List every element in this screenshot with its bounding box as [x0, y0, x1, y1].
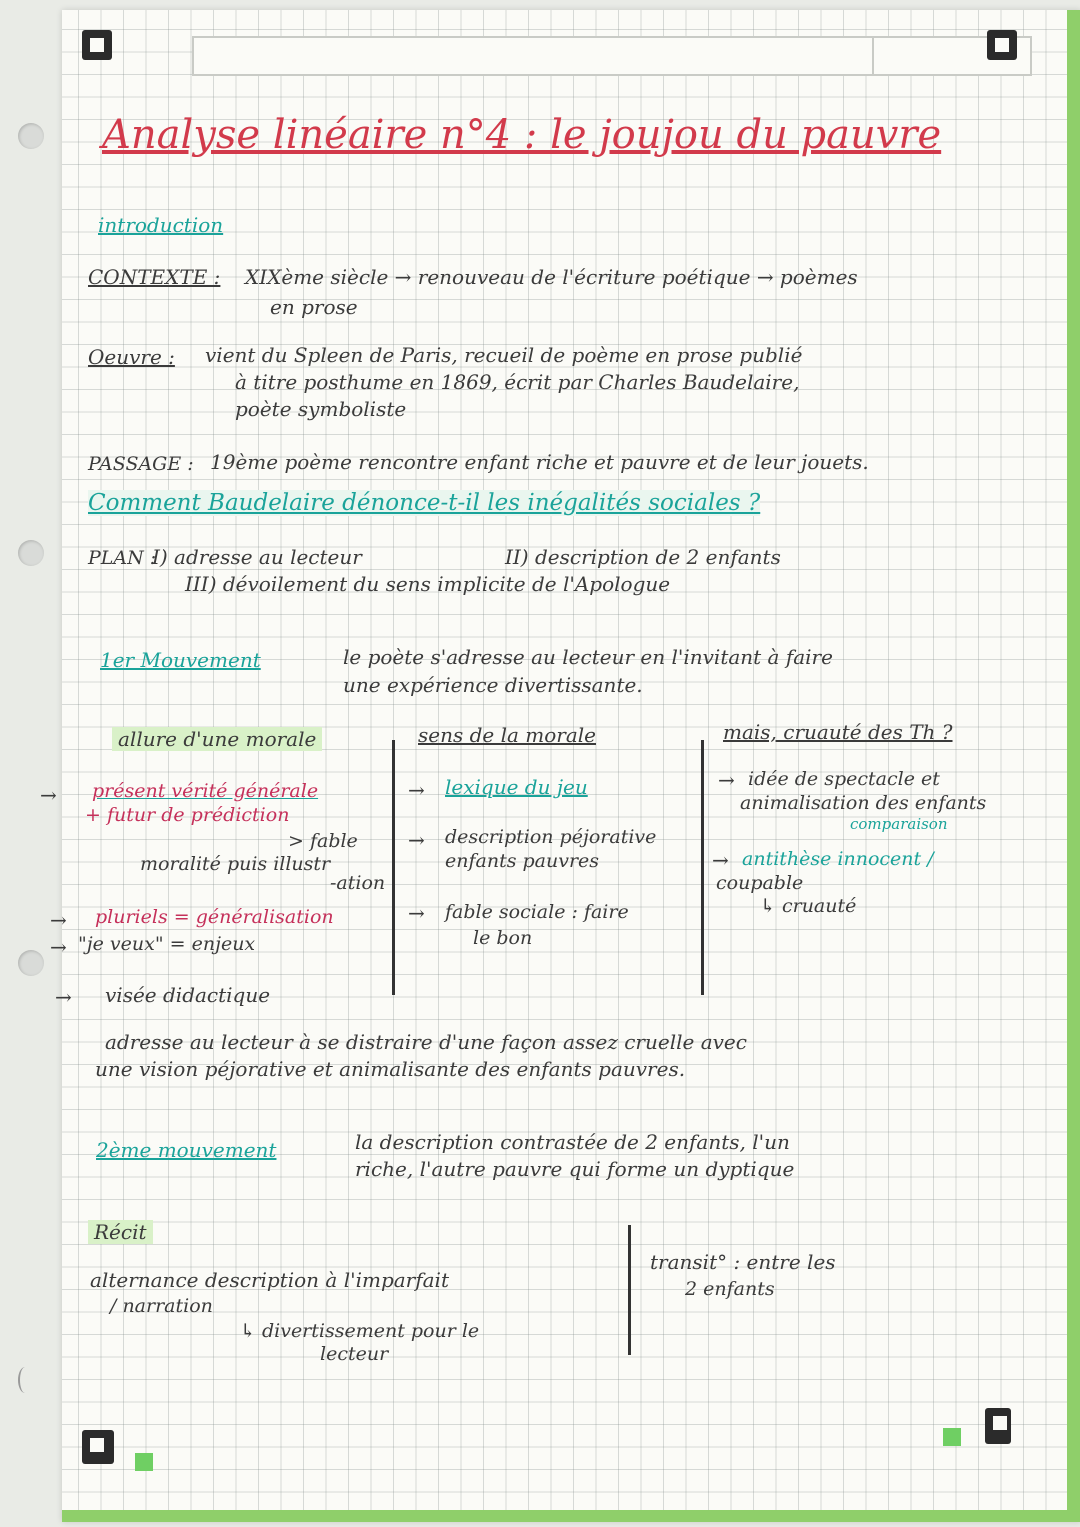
col1-item: + futur de prédiction [85, 804, 290, 826]
arrow-icon: → [718, 768, 735, 792]
arrow-icon: → [55, 985, 72, 1009]
arrow-icon: → [408, 901, 425, 925]
plan-label: PLAN : [88, 547, 157, 569]
recit-right-text: transit° : entre les [650, 1250, 836, 1274]
recit-left-text: / narration [110, 1295, 213, 1317]
recit-left-text [90, 1268, 449, 1292]
context-text: en prose [270, 295, 358, 319]
corner-marker-top-left [82, 30, 112, 60]
arrow-icon: → [712, 848, 729, 872]
col3-item: comparaison [850, 815, 948, 833]
arrow-icon: → [50, 908, 67, 932]
mouvement1-heading: 1er Mouvement [100, 648, 261, 672]
plan-item-2: II) description de 2 enfants [505, 545, 781, 569]
mouvement1-summary: adresse au lecteur à se distraire d'une façon assez cruelle avec [105, 1030, 747, 1054]
passage-text: 19ème poème rencontre enfant riche et pauvre et de leur jouets. [210, 450, 869, 474]
header-box [192, 36, 1032, 76]
recit-left-line: alternance description à l'imparfait [90, 1268, 449, 1292]
col2-item: fable sociale : faire [445, 901, 629, 923]
column-head-sens: sens de la morale [418, 723, 596, 747]
plan-item-3: III) dévoilement du sens implicite de l'Apologue [185, 572, 671, 596]
column-head-cruaute: mais, cruauté des Th ? [723, 720, 953, 744]
recit-left-text: lecteur [320, 1343, 389, 1365]
col1-item: "je veux" = enjeux [78, 933, 256, 955]
passage-label: PASSAGE : [88, 453, 194, 475]
pluriels-term: pluriels = généralisation [95, 906, 334, 928]
bottom-right-square-marker [985, 1408, 1011, 1444]
binder-hole [18, 950, 44, 976]
arrow-icon: → [50, 935, 67, 959]
arrow-icon: → [40, 783, 57, 807]
col2-item: lexique du jeu [445, 775, 588, 799]
introduction-heading: introduction [98, 213, 224, 237]
col1-item [95, 906, 334, 928]
binder-hole [18, 1367, 32, 1393]
recit-left-text: ↳ divertissement pour le [240, 1320, 480, 1342]
green-square-marker [943, 1428, 961, 1446]
col3-item: ↳ cruauté [760, 895, 857, 917]
oeuvre-text: à titre posthume en 1869, écrit par Charles Baudelaire, [235, 370, 800, 394]
antithese-term: antithèse innocent / [742, 848, 934, 870]
mouvement1-summary: une vision péjorative et animalisante des enfants pauvres. [95, 1057, 686, 1081]
col3-item [742, 848, 934, 870]
col1-item: présent vérité générale [92, 780, 319, 802]
plan-item-1: I) adresse au lecteur [152, 545, 362, 569]
cruaute-term: cruauté [781, 895, 857, 917]
recit-label: Récit [88, 1220, 153, 1244]
page-title: Analyse linéaire n°4 : le joujou du pauvre [102, 112, 942, 158]
arrow-icon: → [408, 778, 425, 802]
mouvement2-heading: 2ème mouvement [96, 1138, 277, 1162]
mouvement1-intro: une expérience divertissante. [343, 673, 643, 697]
corner-marker-top-right [987, 30, 1017, 60]
col1-item: -ation [330, 872, 386, 894]
mouvement2-intro: la description contrastée de 2 enfants, l'un [355, 1130, 790, 1154]
oeuvre-label: Oeuvre : [88, 345, 175, 369]
column-divider [628, 1225, 631, 1355]
context-label: CONTEXTE : [88, 265, 221, 289]
bottom-left-square-marker [82, 1430, 114, 1464]
col3-item: idée de spectacle et [748, 768, 940, 790]
col2-item: description péjorative [445, 826, 657, 848]
oeuvre-text: poète symboliste [235, 397, 407, 421]
column-divider [392, 740, 395, 995]
col2-item: enfants pauvres [445, 850, 600, 872]
col2-item: le bon [473, 927, 533, 949]
col3-item: animalisation des enfants [740, 792, 987, 814]
arrow-icon: → [408, 828, 425, 852]
column-divider [701, 740, 704, 995]
recit-right-text: 2 enfants [685, 1278, 775, 1300]
binder-hole [18, 123, 44, 149]
col1-item: visée didactique [105, 983, 271, 1007]
context-text: XIXème siècle → renouveau de l'écriture poétique → poèmes [245, 265, 858, 289]
binder-hole [18, 540, 44, 566]
green-square-marker [135, 1453, 153, 1471]
mouvement2-intro: riche, l'autre pauvre qui forme un dyptique [355, 1157, 795, 1181]
problematique: Comment Baudelaire dénonce-t-il les inégalités sociales ? [88, 490, 761, 516]
column-head-allure: allure d'une morale [112, 727, 322, 751]
col1-item: > fable [288, 830, 358, 852]
col1-item: moralité puis illustr [140, 853, 331, 875]
recit-left-line: divertissement pour le [261, 1320, 480, 1342]
col3-item: coupable [716, 872, 804, 894]
mouvement1-intro: le poète s'adresse au lecteur en l'invitant à faire [343, 645, 833, 669]
oeuvre-text: vient du Spleen de Paris, recueil de poème en prose publié [205, 343, 803, 367]
